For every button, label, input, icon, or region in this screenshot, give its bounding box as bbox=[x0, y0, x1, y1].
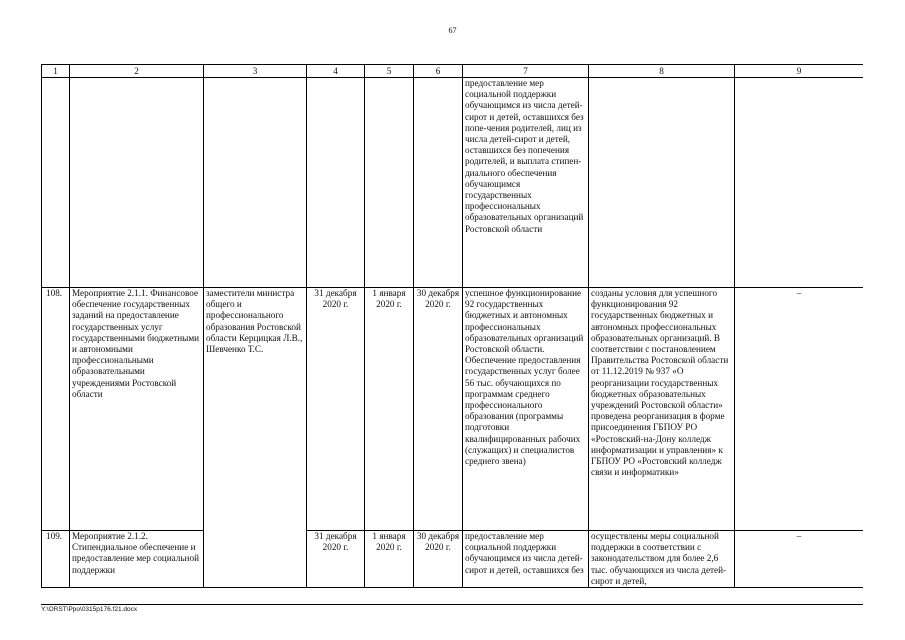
header-col-3: 3 bbox=[204, 65, 307, 78]
table-row bbox=[42, 531, 864, 588]
actual-result: созданы условия для успешного функционирования 92 государственных бюджетных и автономных профессиональных образовательных организаций. В соответствии с постановлением Правительства Ростовской области от 11.12.2019 № 937 «О реорганизации государственных бюджетных образовательных учреждений Ростовской области» проведена реорганизация в форме присоединения ГБПОУ РО «Ростовский-на-Дону колледж информатизации и управления» к ГБПОУ РО «Ростовский колледж связи и информатики» bbox=[589, 288, 735, 531]
header-col-9: 9 bbox=[735, 65, 864, 78]
cell-empty bbox=[70, 78, 204, 288]
header-col-6: 6 bbox=[414, 65, 463, 78]
activity-name: Мероприятие 2.1.1. Финансовое обеспечение государственных заданий на предоставление государственных услуг государственными бюджетными и автономными профессиональными образовательными учреждениями Ростовской области bbox=[70, 288, 204, 531]
report-table bbox=[41, 64, 863, 588]
plan-end-date: 31 декабря 2020 г. bbox=[307, 531, 365, 588]
planned-result: предоставление мер социальной поддержки обучающимся из числа детей-сирот и детей, оставшихся без bbox=[463, 531, 589, 588]
cell-empty bbox=[589, 78, 735, 288]
fact-end-date: 30 декабря 2020 г. bbox=[414, 531, 463, 588]
activity-name: Мероприятие 2.1.2. Стипендиальное обеспечение и предоставление мер социальной поддержки bbox=[70, 531, 204, 588]
header-col-1: 1 bbox=[42, 65, 70, 78]
page-number: 67 bbox=[448, 26, 457, 35]
header-col-7: 7 bbox=[463, 65, 589, 78]
document-path-footer: Y:\ORST\Ppo\0315p176.f21.docx bbox=[41, 606, 138, 613]
fact-start-date: 1 января 2020 г. bbox=[365, 531, 414, 588]
header-col-4: 4 bbox=[307, 65, 365, 78]
cell-empty bbox=[365, 78, 414, 288]
actual-result: осуществлены меры социальной поддержки в соответствии с законодательством для более 2,6 тыс. обучающихся из числа детей-сирот и детей, bbox=[589, 531, 735, 588]
cell-empty bbox=[204, 78, 307, 288]
header-col-2: 2 bbox=[70, 65, 204, 78]
report-table-container bbox=[41, 64, 863, 605]
cell-empty bbox=[42, 78, 70, 288]
row-number: 108. bbox=[42, 288, 70, 531]
cell-empty bbox=[414, 78, 463, 288]
responsible-person: заместители министра общего и профессионального образования Ростовской области Керцицкая Л.В., Шевченко Т.С. bbox=[204, 288, 307, 531]
table-row bbox=[42, 288, 864, 531]
cell-empty bbox=[307, 78, 365, 288]
deviation-reason: – bbox=[735, 531, 864, 588]
header-row bbox=[42, 65, 864, 78]
fact-end-date: 30 декабря 2020 г. bbox=[414, 288, 463, 531]
cell-empty bbox=[735, 78, 864, 288]
planned-result: успешное функционирование 92 государственных бюджетных и автономных профессиональных образовательных организаций Ростовской области. Обеспечение предоставления государственных услуг более 56 тыс. обучающихся по программам среднего профессионального образования (программы подготовки квалифицированных рабочих (служащих) и специалистов среднего звена) bbox=[463, 288, 589, 531]
responsible-person bbox=[204, 531, 307, 588]
header-col-8: 8 bbox=[589, 65, 735, 78]
row-number: 109. bbox=[42, 531, 70, 588]
continuation-planned-result: предоставление мер социальной поддержки обучающимся из числа детей-сирот и детей, оставшихся без попе-чения родителей, лиц из числа детей-сирот и детей, оставшихся без попечения родителей, и выплата стипен-диального обеспечения обучающимся государственных профессиональных образовательных организаций Ростовской области bbox=[463, 78, 589, 288]
fact-start-date: 1 января 2020 г. bbox=[365, 288, 414, 531]
deviation-reason: – bbox=[735, 288, 864, 531]
continuation-row bbox=[42, 78, 864, 288]
plan-end-date: 31 декабря 2020 г. bbox=[307, 288, 365, 531]
header-col-5: 5 bbox=[365, 65, 414, 78]
